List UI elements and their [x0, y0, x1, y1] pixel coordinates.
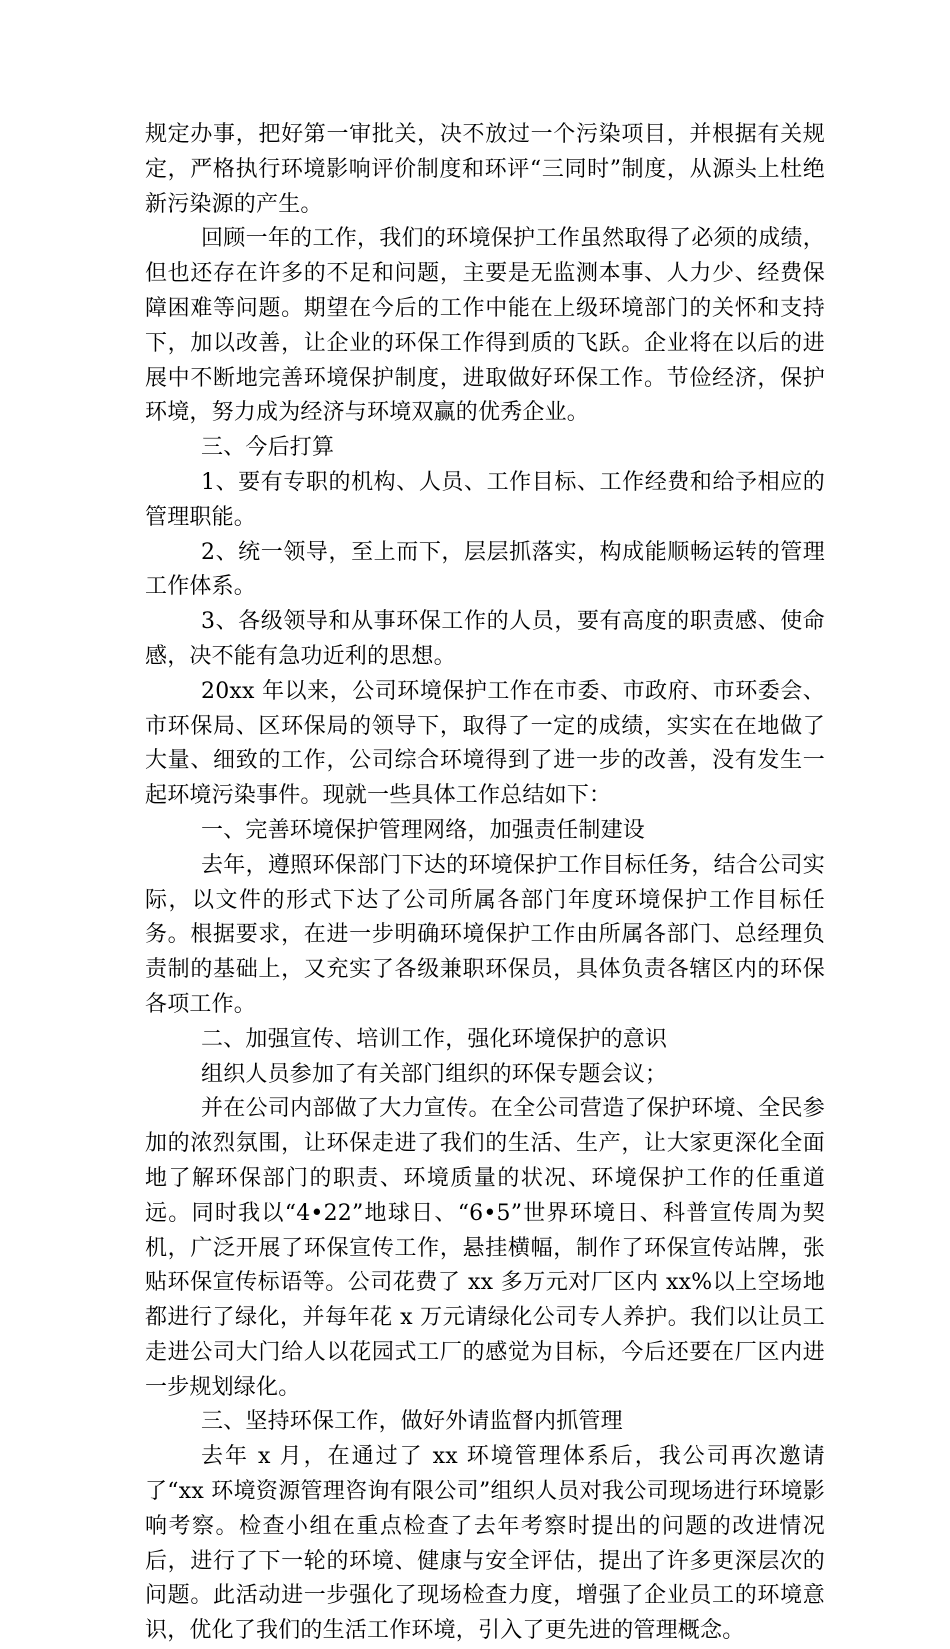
list-item-3: 3、各级领导和从事环保工作的人员，要有高度的职责感、使命感，决不能有急功近利的思想。: [145, 609, 825, 669]
paragraph-summary-intro: 20xx 年以来，公司环境保护工作在市委、市政府、市环委会、市环保局、区环保局的领导下，取得了一定的成绩，实实在在地做了大量、细致的工作，公司综合环境得到了进一步的改善，没有发生一起环境污染事件。现就一些具体工作总结如下：: [145, 678, 825, 809]
list-item-2: 2、统一领导，至上而下，层层抓落实，构成能顺畅运转的管理工作体系。: [145, 539, 825, 600]
document-body: [145, 118, 825, 1649]
paragraph-section-1: 去年，遵照环保部门下达的环境保护工作目标任务，结合公司实际，以文件的形式下达了公司所属各部门年度环境保护工作目标任务。根据要求，在进一步明确环境保护工作由所属各部门、总经理负责制的基础上，又充实了各级兼职环保员，具体负责各辖区内的环保各项工作。: [145, 852, 825, 1017]
paragraph-section-3: 去年 x 月，在通过了 xx 环境管理体系后，我公司再次邀请了“xx 环境资源管理咨询有限公司”组织人员对我公司现场进行环境影响考察。检查小组在重点检查了去年考察时提出的问题的改进情况后，进行了下一轮的环境、健康与安全评估，提出了许多更深层次的问题。此活动进一步强化了现场检查力度，增强了企业员工的环境意识，优化了我们的生活工作环境，引入了更先进的管理概念。: [145, 1444, 825, 1644]
paragraph-continuation: 规定办事，把好第一审批关，决不放过一个污染项目，并根据有关规定，严格执行环境影响评价制度和环评“三同时”制度，从源头上杜绝新污染源的产生。: [145, 122, 825, 217]
paragraph-publicity: 并在公司内部做了大力宣传。在全公司营造了保护环境、全民参加的浓烈氛围，让环保走进了我们的生活、生产，让大家更深化全面地了解环保部门的职责、环境质量的状况、环境保护工作的任重道远。同时我以“4•22”地球日、“6•5”世界环境日、科普宣传周为契机，广泛开展了环保宣传工作，悬挂横幅，制作了环保宣传站牌，张贴环保宣传标语等。公司花费了 xx 多万元对厂区内 xx%以上空场地都进行了绿化，并每年花 x 万元请绿化公司专人养护。我们以让员工走进公司大门给人以花园式工厂的感觉为目标，今后还要在厂区内进一步规划绿化。: [145, 1096, 825, 1400]
section-heading-1: 一、完善环境保护管理网络，加强责任制建设: [201, 817, 646, 843]
paragraph-meeting: 组织人员参加了有关部门组织的环保专题会议；: [201, 1061, 668, 1087]
section-heading-future-plans: 三、今后打算: [201, 435, 335, 461]
paragraph-review: 回顾一年的工作，我们的环境保护工作虽然取得了必须的成绩，但也还存在许多的不足和问题，主要是无监测本事、人力少、经费保障困难等问题。期望在今后的工作中能在上级环境部门的关怀和支持下，加以改善，让企业的环保工作得到质的飞跃。企业将在以后的进展中不断地完善环境保护制度，进取做好环保工作。节俭经济，保护环境，努力成为经济与环境双赢的优秀企业。: [145, 226, 825, 426]
list-item-1: 1、要有专职的机构、人员、工作目标、工作经费和给予相应的管理职能。: [145, 469, 825, 530]
section-heading-2: 二、加强宣传、培训工作，强化环境保护的意识: [201, 1026, 668, 1052]
section-heading-3: 三、坚持环保工作，做好外请监督内抓管理: [201, 1409, 623, 1435]
